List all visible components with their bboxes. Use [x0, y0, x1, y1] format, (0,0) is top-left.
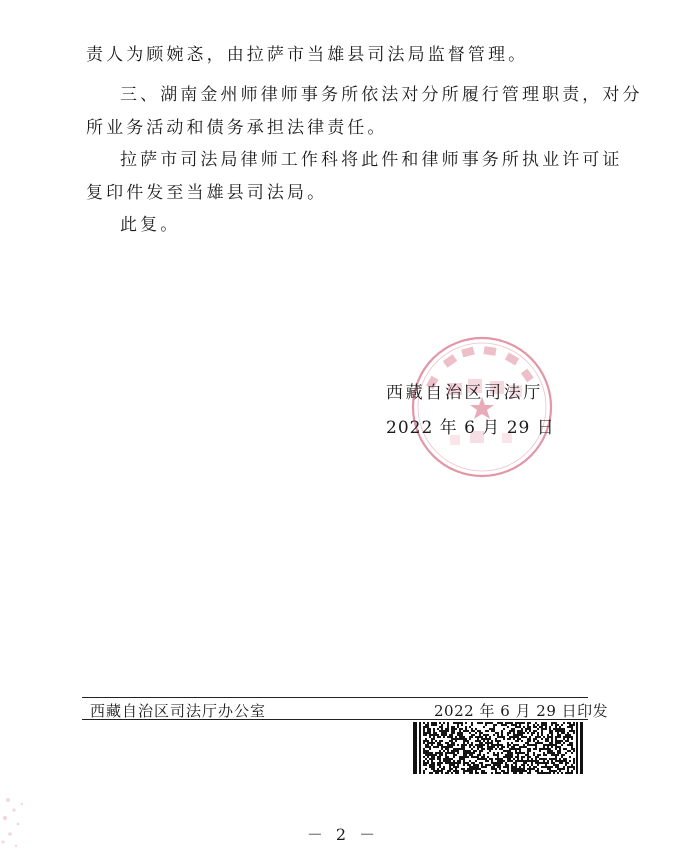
footer-top-rule: [82, 697, 588, 698]
body-line-4: 拉萨市司法局律师工作科将此件和律师事务所执业许可证: [120, 150, 623, 170]
body-line-1: 责人为顾婉忞，由拉萨市当雄县司法局监督管理。: [86, 45, 529, 65]
body-line-5: 复印件发至当雄县司法局。: [86, 183, 328, 203]
barcode-icon: [411, 722, 584, 774]
print-date: 2022 年 6 月 29 日印发: [434, 702, 609, 720]
page-number: － 2 －: [306, 825, 380, 844]
body-line-6-closing: 此复。: [120, 215, 181, 235]
signing-organization: 西藏自治区司法厅: [386, 383, 543, 403]
body-line-3: 所业务活动和债务承担法律责任。: [86, 118, 388, 138]
body-line-2: 三、湖南金州师律师事务所依法对分所履行管理职责，对分: [120, 85, 643, 105]
scan-smudge-icon: [0, 790, 60, 851]
signing-date: 2022 年 6 月 29 日: [386, 418, 555, 438]
issuing-office: 西藏自治区司法厅办公室: [90, 702, 267, 720]
footer-bottom-rule: [82, 719, 588, 720]
official-seal-icon: [410, 335, 554, 479]
